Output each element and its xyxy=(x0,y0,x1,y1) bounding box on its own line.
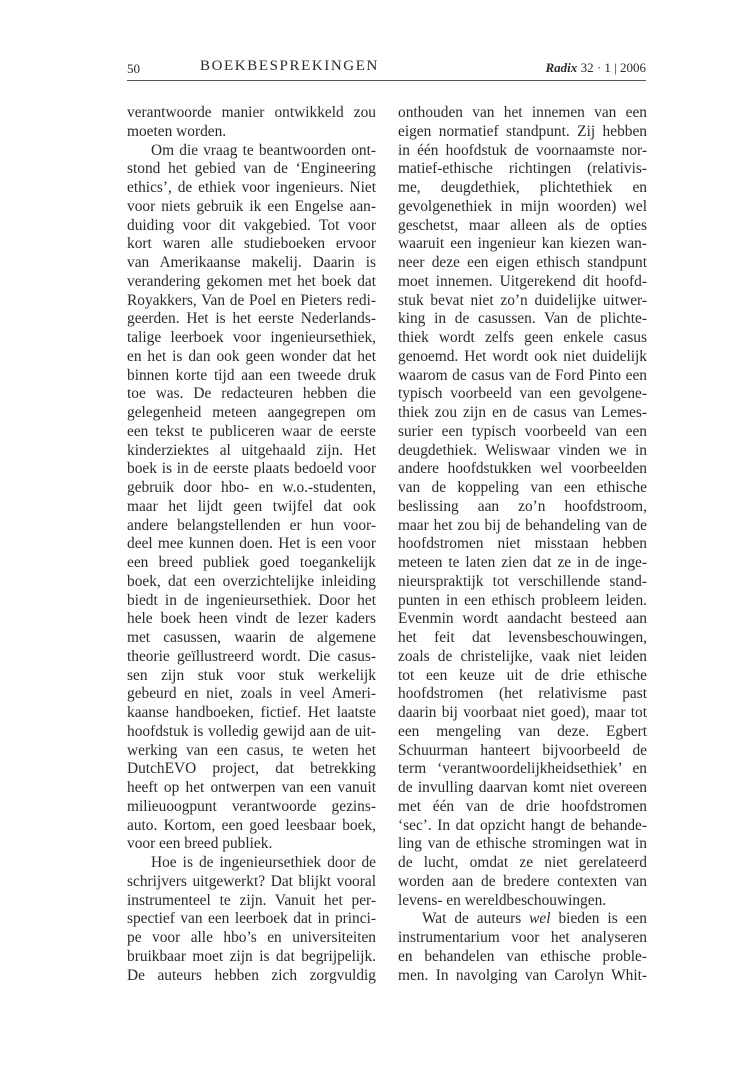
text-line: schrijvers uitgewerkt? Dat blijkt vooral xyxy=(127,872,376,890)
text-line: talige leerboek voor ingenieursethiek, xyxy=(127,329,376,346)
text-line: ‘sec’. In dat opzicht hangt de behande- xyxy=(398,816,647,834)
text-line: surier een typisch voorbeeld van een xyxy=(398,422,647,440)
text-line: instrumenteel te zijn. Vanuit het per- xyxy=(127,891,376,909)
text-line: thiek wordt zelfs geen enkele casus xyxy=(398,329,647,346)
text-column-right xyxy=(398,104,647,985)
text-line: en het is dan ook geen wonder dat het xyxy=(127,347,376,365)
text-line: voor een breed publiek. xyxy=(127,835,273,853)
text-line: van de koppeling van een ethische xyxy=(398,479,647,496)
text-line: hoofdstromen niet misstaan hebben xyxy=(398,535,647,553)
text-line: het feit dat levensbeschouwingen, xyxy=(398,629,647,646)
text-line: neer deze een eigen ethisch standpunt xyxy=(398,254,647,271)
text-line: met casussen, waarin de algemene xyxy=(127,629,376,646)
text-line: in één hoofdstuk de voornaamste nor- xyxy=(398,141,647,159)
text-line: ling van de ethische stromingen wat in xyxy=(398,835,647,853)
text-line: gebruik door hbo- en w.o.-studenten, xyxy=(127,479,376,496)
text-line: met één van de drie hoofdstromen xyxy=(398,797,647,815)
text-line: heeft op het ontwerpen van een vanuit xyxy=(127,779,376,796)
text-line: verantwoorde manier ontwikkeld zou xyxy=(127,104,376,121)
text-line: en behandelen van ethische proble- xyxy=(398,947,647,965)
text-line: hoofdstuk is volledig gewijd aan de uit- xyxy=(127,722,376,740)
text-line: Om die vraag te beantwoorden ont- xyxy=(151,141,376,159)
text-line: waaruit een ingenieur kan kiezen wan- xyxy=(398,235,647,253)
text-line: boek is in de eerste plaats bedoeld voor xyxy=(127,460,376,478)
text-line: werking van een casus, te weten het xyxy=(127,741,376,759)
text-line: ethics’, de ethiek voor ingenieurs. Niet xyxy=(127,179,376,196)
text-line: thiek zou zijn en de casus van Lemes- xyxy=(398,404,647,421)
text-line: daarin bij voorbaat niet goed), maar tot xyxy=(398,704,647,721)
text-line: duiding voor dit vakgebied. Tot voor xyxy=(127,216,376,234)
text-line: matief-ethische richtingen (relativis- xyxy=(398,160,647,178)
text-line: verandering gekomen met het boek dat xyxy=(127,272,376,290)
text-line: zoals de christelijke, vaak niet leiden xyxy=(398,647,647,665)
text-span: bieden is een xyxy=(550,910,647,928)
text-line: onthouden van het innemen van een xyxy=(398,104,647,121)
text-line: maar het lijdt geen twijfel dat ook xyxy=(127,497,376,515)
text-line: worden aan de bredere contexten van xyxy=(398,872,647,890)
text-line: De auteurs hebben zich zorgvuldig xyxy=(127,966,376,984)
text-line: DutchEVO project, dat betrekking xyxy=(127,760,376,778)
text-line: king in de casussen. Van de plichte- xyxy=(398,310,647,328)
section-title: BOEKBESPREKINGEN xyxy=(200,58,379,74)
text-line: theorie geïllustreerd wordt. Die casus- xyxy=(127,647,376,665)
text-line: stond het gebied van de ‘Engineering xyxy=(127,160,376,178)
text-line: punten in een ethisch probleem leiden. xyxy=(398,591,647,609)
text-line: me, deugdethiek, plichtethiek en xyxy=(398,179,647,196)
text-line: gelegenheid meteen aangegrepen om xyxy=(127,404,376,421)
text-line: de lucht, omdat ze niet gerelateerd xyxy=(398,854,647,871)
text-line: geschetst, maar alleen als de opties xyxy=(398,216,647,234)
text-line: deugdethiek. Weliswaar vinden we in xyxy=(398,441,647,459)
text-line: nieurspraktijk tot verschillende stand- xyxy=(398,572,647,590)
text-line: andere belangstellenden er hun voor- xyxy=(127,516,376,534)
text-line: geerden. Het is het eerste Nederlands- xyxy=(127,310,376,328)
text-span: Wat de auteurs xyxy=(422,910,530,928)
text-line: deel mee kunnen doen. Het is een voor xyxy=(127,535,376,553)
text-line: van Amerikaanse makelij. Daarin is xyxy=(127,254,376,271)
text-line: levens- en wereldbeschouwingen. xyxy=(398,891,607,909)
text-line: moeten worden. xyxy=(127,122,227,140)
text-line: de invulling daarvan komt niet overeen xyxy=(398,779,647,796)
text-line: term ‘verantwoordelijkheidsethiek’ en xyxy=(398,760,647,778)
text-line: kinderziektes al uitgehaald zijn. Het xyxy=(127,441,376,459)
text-line: sen zijn stuk voor stuk werkelijk xyxy=(127,666,376,684)
text-line: typisch voorbeeld van een gevolgene- xyxy=(398,385,647,403)
text-line: hoofdstromen (het relativisme past xyxy=(398,685,647,703)
text-line: binnen korte tijd aan een tweede druk xyxy=(127,366,376,384)
text-line: hele boek heen vindt de lezer kaders xyxy=(127,610,376,628)
text-line: waarom de casus van de Ford Pinto een xyxy=(398,366,647,384)
text-column-left xyxy=(127,104,376,985)
text-line: bruikbaar moet zijn is dat begrijpelijk. xyxy=(127,947,376,965)
text-line: Hoe is de ingenieursethiek door de xyxy=(151,854,376,871)
text-line: gebeurd en niet, zoals in veel Ameri- xyxy=(127,685,376,703)
journal-name: Radix xyxy=(545,60,578,75)
running-header xyxy=(127,58,646,81)
text-line: een tekst te publiceren waar de eerste xyxy=(127,422,376,440)
text-line: beslissing aan zo’n hoofdstroom, xyxy=(398,497,647,515)
text-line: andere hoofdstukken wel voorbeelden xyxy=(398,460,647,478)
text-line: Royakkers, Van de Poel en Pieters redi- xyxy=(127,291,376,309)
page-number: 50 xyxy=(127,61,140,76)
text-line: maar het zou bij de behandeling van de xyxy=(398,516,647,534)
text-line: eigen normatief standpunt. Zij hebben xyxy=(398,122,647,140)
text-line: biedt in de ingenieursethiek. Door het xyxy=(127,591,376,609)
text-line: instrumentarium voor het analyseren xyxy=(398,929,647,946)
text-line: kaanse handboeken, fictief. Het laatste xyxy=(127,704,376,721)
text-line: tot een keuze uit de drie ethische xyxy=(398,666,647,684)
text-line: auto. Kortom, een goed leesbaar boek, xyxy=(127,816,376,834)
text-line: moet innemen. Uitgerekend dit hoofd- xyxy=(398,272,647,290)
text-line: een mengeling van deze. Egbert xyxy=(398,722,647,740)
text-line: stuk bevat niet zo’n duidelijke uitwer- xyxy=(398,291,647,309)
text-line: pe voor alle hbo’s en universiteiten xyxy=(127,929,376,946)
text-line: milieuoogpunt verantwoorde gezins- xyxy=(127,797,376,815)
text-line: toe was. De redacteuren hebben die xyxy=(127,385,376,403)
journal-reference xyxy=(546,60,646,76)
text-line: genoemd. Het wordt ook niet duidelijk xyxy=(398,347,647,365)
text-line: voor niets gebruik ik een Engelse aan- xyxy=(127,197,376,215)
text-line: Evenmin wordt aandacht besteed aan xyxy=(398,610,647,628)
emphasis-text: wel xyxy=(529,910,551,928)
text-line: boek, dat een overzichtelijke inleiding xyxy=(127,572,376,590)
text-line: gevolgenethiek in mijn woorden) wel xyxy=(398,197,647,215)
journal-issue: 32 · 1 | 2006 xyxy=(580,60,646,75)
text-line: meteen te laten zien dat ze in de inge- xyxy=(398,554,647,571)
text-line: kort waren alle studieboeken ervoor xyxy=(127,235,376,253)
text-line: men. In navolging van Carolyn Whit- xyxy=(398,966,647,984)
text-line: Schuurman hanteert bijvoorbeeld de xyxy=(398,741,647,759)
text-line: een breed publiek goed toegankelijk xyxy=(127,554,376,571)
text-line: spectief van een leerboek dat in princi- xyxy=(127,910,376,928)
text-line xyxy=(398,910,647,929)
